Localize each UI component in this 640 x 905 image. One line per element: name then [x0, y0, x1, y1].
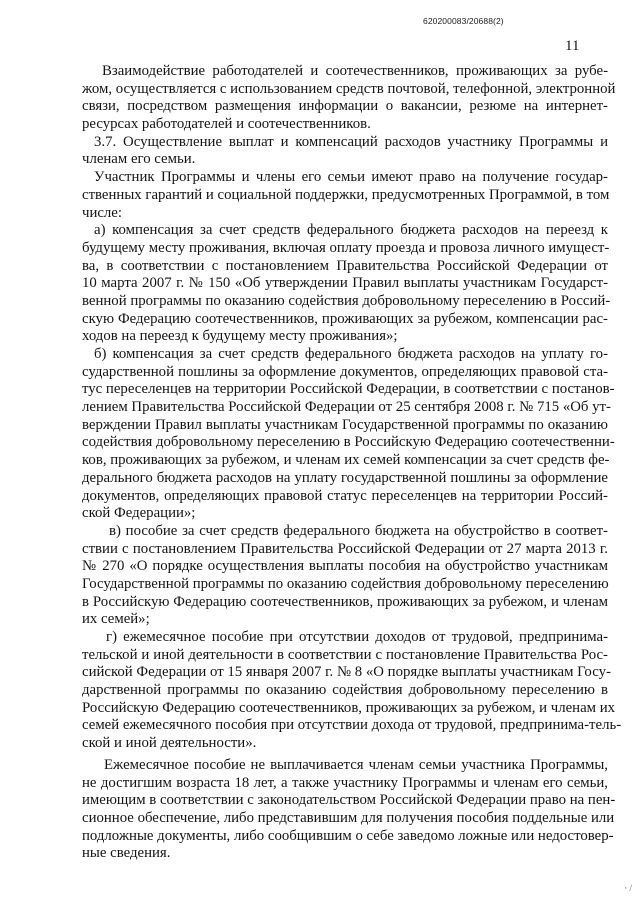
text-line: ской и иной деятельности».: [82, 735, 257, 752]
text-line: их семей»;: [82, 611, 150, 628]
text-line: не достигшим возраста 18 лет, а также участнику Программы и членам его семьи,: [82, 774, 608, 791]
text-line: дарственной программы по оказанию содействия добровольному переселению в: [82, 682, 608, 699]
text-line: Российскую Федерацию соотечественников, проживающих за рубежом, и членам их: [82, 699, 616, 716]
text-line: 10 марта 2007 г. № 150 «Об утверждении Правил выплаты участникам Государст-: [82, 275, 608, 292]
text-line: числе:: [82, 204, 122, 221]
text-line: имеющим в соответствии с законодательством Российской Федерации право на пен-: [82, 792, 616, 809]
page-number: 11: [565, 38, 580, 54]
text-line: дерального бюджета расходов на уплату государственной пошлины за оформление: [82, 469, 608, 486]
text-line: ствии с постановлением Правительства Российской Федерации от 27 марта 2013 г.: [82, 540, 608, 557]
text-line: в) пособие за счет средств федерального бюджета на обустройство в соответ-: [109, 522, 608, 539]
text-line: членам его семьи.: [82, 151, 196, 168]
text-line: подложные документы, либо сообщившим о себе заведомо ложные или недостовер-: [82, 827, 614, 844]
text-line: содействия добровольному переселению в Российскую Федерацию соотечественни-: [82, 434, 615, 451]
scan-mark: · /: [624, 883, 632, 893]
text-line: ственных гарантий и социальной поддержки, предусмотренных Программой, в том: [82, 186, 610, 203]
text-line: б) компенсация за счет средств федерального бюджета расходов на уплату го-: [94, 346, 608, 362]
text-line: ресурсах работодателей и соотечественников.: [82, 116, 371, 133]
text-line: венной программы по оказанию содействия добровольному переселению в Россий-: [82, 292, 611, 309]
text-line: а) компенсация за счет средств федерального бюджета расходов на переезд к: [94, 222, 608, 239]
text-line: сионное обеспечение, либо представившим для получения пособия поддельные или: [82, 809, 615, 826]
text-line: № 270 «О порядке осуществления выплаты пособия на обустройство участникам: [82, 558, 608, 575]
text-line: ской Федерации»;: [82, 505, 196, 522]
text-line: связи, посредством размещения информации о вакансии, резюме на интернет-: [82, 98, 608, 115]
text-line: ходов на переезд к будущему месту проживания»;: [82, 328, 398, 345]
text-line: ные сведения.: [82, 845, 171, 862]
text-line: ков, проживающих за рубежом, и членам их семей компенсации за счет средств фе-: [82, 452, 610, 469]
text-line: жом, осуществляется с использованием средств почтовой, телефонной, электронной: [82, 80, 616, 97]
text-line: скую Федерацию соотечественников, проживающих за рубежом, компенсации рас-: [82, 310, 608, 327]
text-line: в Российскую Федерацию соотечественников, проживающих за рубежом, и членам: [82, 593, 608, 610]
text-line: тус переселенцев на территории Российской Федерации, в соответствии с постанов-: [82, 381, 615, 398]
text-line: Государственной программы по оказанию содействия добровольному переселению: [82, 575, 609, 592]
text-line: семей ежемесячного пособия при отсутствии дохода от трудовой, предпринима-тель-: [82, 717, 622, 734]
text-line: сударственной пошлины за оформление документов, определяющих правовой ста-: [82, 363, 608, 380]
text-line: ва, в соответствии с постановлением Правительства Российской Федерации от: [82, 257, 608, 274]
text-line: будущему месту проживания, включая оплату проезда и провоза личного имущест-: [82, 239, 610, 256]
text-line: г) ежемесячное пособие при отсутствии доходов от трудовой, предпринима-: [106, 629, 608, 645]
text-line: 3.7. Осуществление выплат и компенсаций расходов участнику Программы и: [94, 133, 608, 150]
text-line: Участник Программы и члены его семьи имеют право на получение государ-: [94, 169, 608, 186]
document-body: [82, 63, 622, 863]
text-line: документов, определяющих правовой статус переселенцев на территории Россий-: [82, 487, 608, 504]
document-code: 620200083/20688(2): [423, 16, 504, 26]
text-line: верждении Правил выплаты участникам Государственной программы по оказанию: [82, 416, 608, 433]
text-line: Взаимодействие работодателей и соотечественников, проживающих за рубе-: [102, 63, 608, 79]
text-line: лением Правительства Российской Федерации от 25 сентября 2008 г. № 715 «Об ут-: [82, 399, 611, 416]
text-line: Ежемесячное пособие не выплачивается членам семьи участника Программы,: [104, 756, 608, 773]
text-line: тельской и иной деятельности в соответствии с постановление Правительства Рос-: [82, 646, 608, 663]
text-line: сийской Федерации от 15 января 2007 г. № 8 «О порядке выплаты участникам Госу-: [82, 664, 611, 681]
